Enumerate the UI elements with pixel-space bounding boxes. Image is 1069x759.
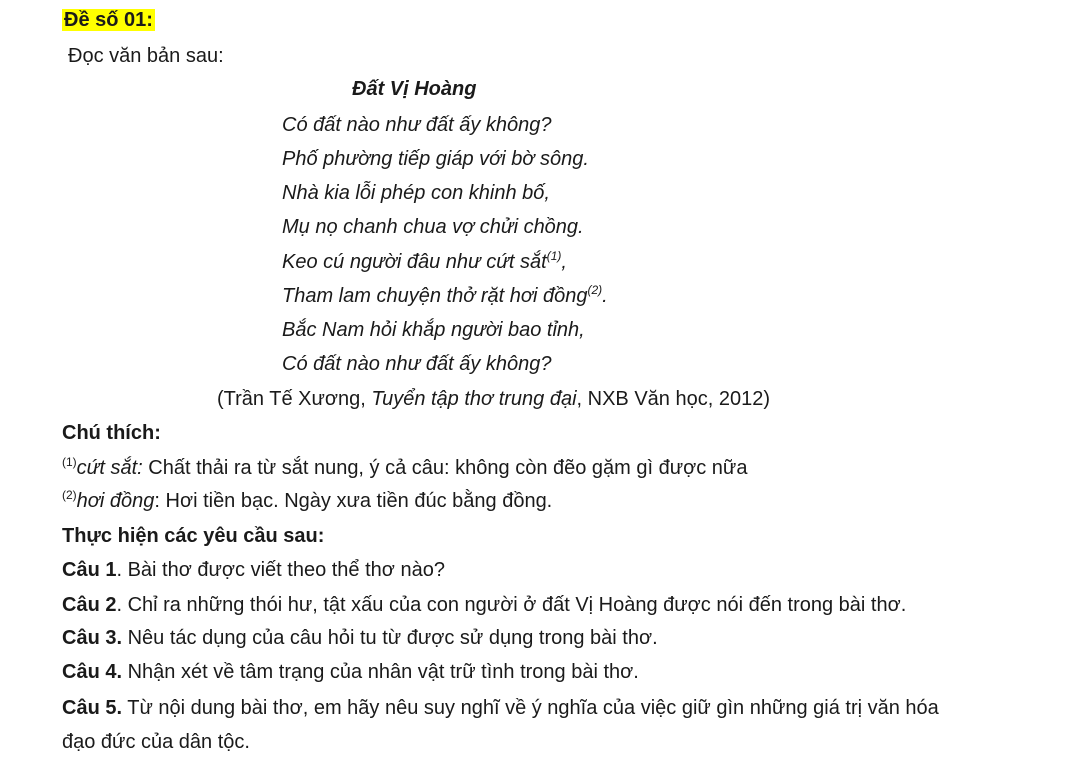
poem-line-text: Keo cú người đâu như cứt sắt <box>282 251 547 273</box>
question-text: Nhận xét về tâm trạng của nhân vật trữ tình trong bài thơ. <box>122 661 639 683</box>
question-5 <box>62 696 1069 720</box>
question-label: Câu 1 <box>62 559 117 581</box>
source-publisher: , NXB Văn học, 2012) <box>576 388 770 410</box>
read-instruction: Đọc văn bản sau: <box>68 45 224 67</box>
question-label: Câu 2 <box>62 594 117 616</box>
question-5-continuation: đạo đức của dân tộc. <box>62 731 250 753</box>
note-number: (2) <box>62 488 77 502</box>
note-item-1 <box>62 456 747 480</box>
question-label: Câu 5. <box>62 697 123 719</box>
poem-line: Có đất nào như đất ấy không? <box>282 353 552 375</box>
tasks-heading: Thực hiện các yêu cầu sau: <box>62 525 325 547</box>
note-text: : Hơi tiền bạc. Ngày xưa tiền đúc bằng đồng. <box>154 490 553 512</box>
poem-source <box>217 387 770 411</box>
question-3 <box>62 626 658 650</box>
poem-line: Phố phường tiếp giáp với bờ sông. <box>282 148 589 170</box>
poem-line: Nhà kia lỗi phép con khinh bố, <box>282 182 550 204</box>
question-label: Câu 3. <box>62 627 123 649</box>
footnote-ref-2: (2) <box>587 283 603 297</box>
footnote-ref-1: (1) <box>546 249 562 263</box>
source-book: Tuyển tập thơ trung đại <box>371 388 577 410</box>
poem-line-5 <box>282 250 567 274</box>
question-4 <box>62 660 639 684</box>
source-author: (Trần Tế Xương, <box>217 388 372 410</box>
question-text: Từ nội dung bài thơ, em hãy nêu suy nghĩ về ý nghĩa của việc giữ gìn những giá trị văn hóa <box>122 697 939 719</box>
poem-line-punct: . <box>602 285 608 307</box>
poem-line: Mụ nọ chanh chua vợ chửi chồng. <box>282 216 584 238</box>
question-text: . Bài thơ được viết theo thể thơ nào? <box>116 559 445 581</box>
poem-line: Có đất nào như đất ấy không? <box>282 114 552 136</box>
poem-title: Đất Vị Hoàng <box>352 78 477 100</box>
question-1 <box>62 558 445 582</box>
notes-heading: Chú thích: <box>62 422 161 444</box>
note-text: Chất thải ra từ sắt nung, ý cả câu: không còn đẽo gặm gì được nữa <box>142 457 748 479</box>
exam-label-highlight: Đề số 01: <box>64 9 153 31</box>
poem-line-text: Tham lam chuyện thở rặt hơi đồng <box>282 285 588 307</box>
note-term: hơi đồng <box>76 490 155 512</box>
exam-label <box>62 8 155 32</box>
question-label: Câu 4. <box>62 661 123 683</box>
question-2 <box>62 593 906 617</box>
question-text: Nêu tác dụng của câu hỏi tu từ được sử dụng trong bài thơ. <box>122 627 658 649</box>
note-number: (1) <box>62 455 77 469</box>
question-text: . Chỉ ra những thói hư, tật xấu của con người ở đất Vị Hoàng được nói đến trong bài thơ. <box>116 594 907 616</box>
poem-line: Bắc Nam hỏi khắp người bao tỉnh, <box>282 319 585 341</box>
poem-line-6 <box>282 284 608 308</box>
note-item-2 <box>62 489 552 513</box>
poem-line-punct: , <box>561 251 567 273</box>
note-term: cứt sắt: <box>76 457 143 479</box>
